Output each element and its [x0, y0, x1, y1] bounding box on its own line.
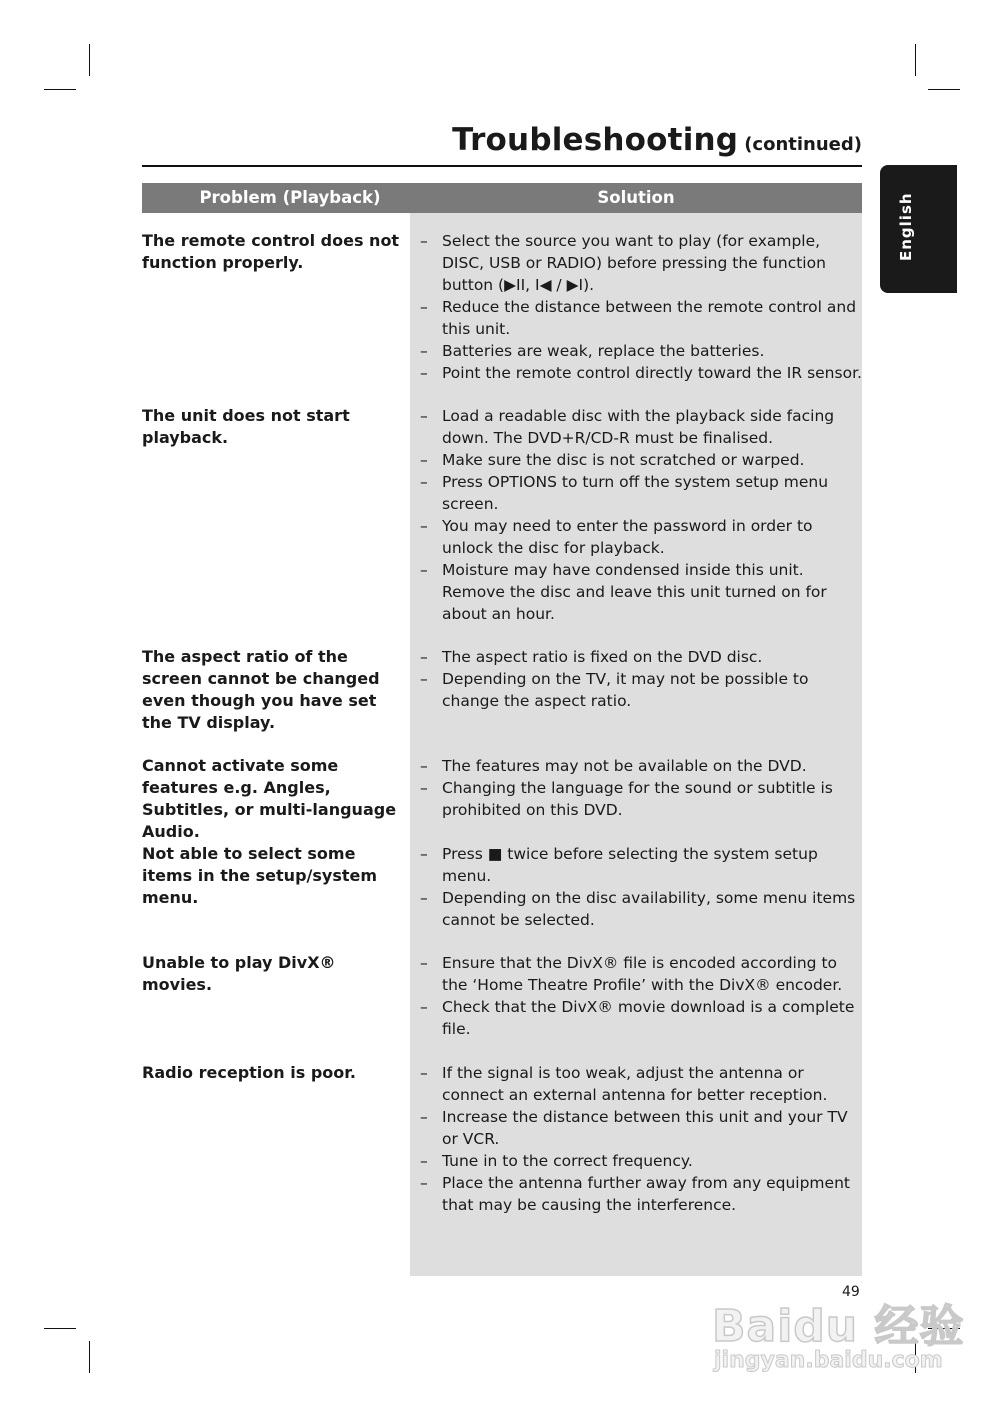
crop-mark	[928, 89, 960, 90]
crop-mark	[915, 44, 916, 76]
solution-item: – Moisture may have condensed inside this unit. Remove the disc and leave this unit turned on for about an hour.	[420, 559, 862, 625]
problem-divx: Unable to play DivX® movies.	[142, 953, 336, 994]
title-suffix: (continued)	[744, 134, 862, 155]
crop-mark	[44, 1328, 76, 1329]
table-header	[142, 183, 862, 213]
solution-item: – Place the antenna further away from any equipment that may be causing the interference.	[420, 1172, 862, 1216]
watermark-brand: Baidu 经验	[712, 1301, 965, 1352]
solution-item: – Changing the language for the sound or subtitle is prohibited on this DVD.	[420, 777, 862, 821]
solution-item: – Make sure the disc is not scratched or warped.	[420, 449, 862, 471]
solution-item: – Point the remote control directly toward the IR sensor.	[420, 362, 862, 384]
solution-list-divx	[420, 952, 862, 1040]
solution-list-no-playback	[420, 405, 862, 625]
title-rule	[142, 165, 862, 167]
header-solution: Solution	[597, 188, 675, 207]
solution-item: – Load a readable disc with the playback side facing down. The DVD+R/CD-R must be finalised.	[420, 405, 862, 449]
crop-mark	[89, 1341, 90, 1373]
solution-item: – Press OPTIONS to turn off the system setup menu screen.	[420, 471, 862, 515]
crop-mark	[44, 89, 76, 90]
problem-features: Cannot activate some features e.g. Angles, Subtitles, or multi-language Audio.	[142, 756, 397, 841]
solution-item: – Ensure that the DivX® file is encoded according to the ‘Home Theatre Profile’ with the DivX® encoder.	[420, 952, 862, 996]
solution-item: – Tune in to the correct frequency.	[420, 1150, 862, 1172]
solution-item: – Check that the DivX® movie download is a complete file.	[420, 996, 862, 1040]
solution-item: – The features may not be available on the DVD.	[420, 755, 862, 777]
solution-item: – Select the source you want to play (for example, DISC, USB or RADIO) before pressing the function button (▶II, I◀ / ▶I).	[420, 230, 862, 296]
page-number: 49	[842, 1284, 860, 1300]
problem-no-playback: The unit does not start playback.	[142, 406, 350, 447]
page-title	[142, 122, 862, 162]
watermark-url: jingyan.baidu.com	[714, 1348, 943, 1373]
problem-radio: Radio reception is poor.	[142, 1063, 356, 1082]
solution-item: – The aspect ratio is fixed on the DVD disc.	[420, 646, 862, 668]
solution-item: – If the signal is too weak, adjust the antenna or connect an external antenna for better reception.	[420, 1062, 862, 1106]
solution-list-features	[420, 755, 862, 821]
solution-list-radio	[420, 1062, 862, 1216]
crop-mark	[89, 44, 90, 76]
solution-list-remote-control	[420, 230, 862, 384]
header-problem: Problem (Playback)	[199, 188, 381, 207]
solution-list-setup-menu	[420, 843, 862, 931]
solution-item: – Increase the distance between this unit and your TV or VCR.	[420, 1106, 862, 1150]
solution-item: – Reduce the distance between the remote control and this unit.	[420, 296, 862, 340]
problem-setup-menu: Not able to select some items in the setup/system menu.	[142, 844, 378, 907]
solution-item: – Depending on the disc availability, some menu items cannot be selected.	[420, 887, 862, 931]
language-label: English	[897, 192, 915, 261]
problem-remote-control: The remote control does not function properly.	[142, 231, 400, 272]
solution-list-aspect-ratio	[420, 646, 862, 712]
title-text: Troubleshooting	[452, 122, 739, 158]
solution-item: – Press ■ twice before selecting the system setup menu.	[420, 843, 862, 887]
solution-item: – Batteries are weak, replace the batteries.	[420, 340, 862, 362]
language-tab	[880, 165, 957, 293]
solution-item: – You may need to enter the password in order to unlock the disc for playback.	[420, 515, 862, 559]
solution-item: – Depending on the TV, it may not be possible to change the aspect ratio.	[420, 668, 862, 712]
problem-aspect-ratio: The aspect ratio of the screen cannot be changed even though you have set the TV display.	[142, 647, 380, 732]
